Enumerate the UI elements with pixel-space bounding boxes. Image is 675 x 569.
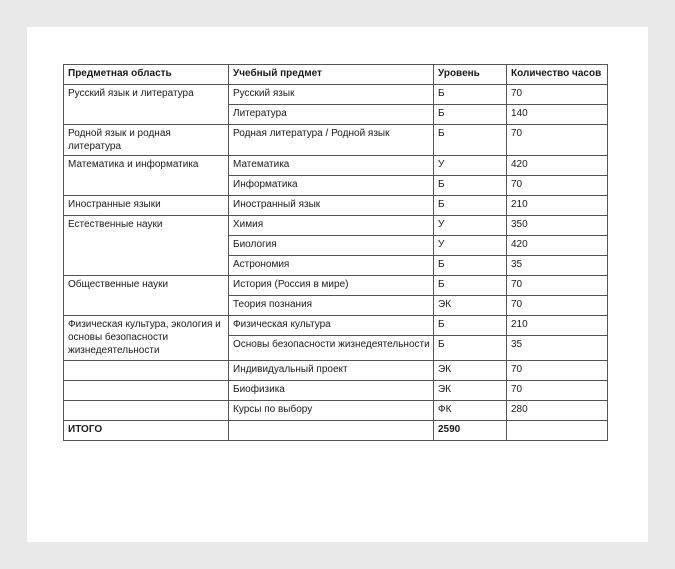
- subject-cell: Основы безопасности жизнедеятельности: [229, 336, 434, 361]
- hours-cell: 35: [507, 256, 608, 276]
- subject-area-cell: Естественные науки: [64, 216, 229, 276]
- table-row: [64, 361, 608, 381]
- level-cell: У: [434, 216, 507, 236]
- table-row: [64, 381, 608, 401]
- subject-cell: Курсы по выбору: [229, 401, 434, 421]
- hours-cell: 70: [507, 361, 608, 381]
- subject-cell: Русский язык: [229, 85, 434, 105]
- document-page: [27, 27, 648, 542]
- level-cell: Б: [434, 336, 507, 361]
- subject-cell: Химия: [229, 216, 434, 236]
- table-row: [64, 125, 608, 156]
- level-cell: Б: [434, 105, 507, 125]
- subject-area-cell: Русский язык и литература: [64, 85, 229, 125]
- level-cell: Б: [434, 316, 507, 336]
- hours-cell: 280: [507, 401, 608, 421]
- subject-cell: Иностранный язык: [229, 196, 434, 216]
- header-level: Уровень: [434, 65, 507, 85]
- subject-area-cell: Физическая культура, экология и основы безопасности жизнедеятельности: [64, 316, 229, 361]
- subject-cell: История (Россия в мире): [229, 276, 434, 296]
- subject-area-cell: Иностранные языки: [64, 196, 229, 216]
- table-body: [64, 85, 608, 441]
- table-row: [64, 196, 608, 216]
- subject-cell: Информатика: [229, 176, 434, 196]
- level-cell: У: [434, 156, 507, 176]
- table-row: [64, 276, 608, 296]
- subject-cell: Математика: [229, 156, 434, 176]
- subject-area-cell: Родной язык и родная литература: [64, 125, 229, 156]
- header-hours: Количество часов: [507, 65, 608, 85]
- total-row: [64, 421, 608, 441]
- subject-cell: Теория познания: [229, 296, 434, 316]
- hours-cell: 70: [507, 85, 608, 105]
- subject-area-cell: [64, 381, 229, 401]
- level-cell: У: [434, 236, 507, 256]
- subject-cell: Астрономия: [229, 256, 434, 276]
- level-cell: ФК: [434, 401, 507, 421]
- subject-cell: Физическая культура: [229, 316, 434, 336]
- hours-cell: 350: [507, 216, 608, 236]
- subject-area-cell: [64, 401, 229, 421]
- subject-area-cell: Общественные науки: [64, 276, 229, 316]
- level-cell: Б: [434, 276, 507, 296]
- level-cell: ЭК: [434, 296, 507, 316]
- subject-cell: Биофизика: [229, 381, 434, 401]
- subject-area-cell: Математика и информатика: [64, 156, 229, 196]
- subject-area-cell: [64, 361, 229, 381]
- total-subject-cell: [229, 421, 434, 441]
- total-hours-cell: [507, 421, 608, 441]
- hours-cell: 70: [507, 381, 608, 401]
- hours-cell: 70: [507, 176, 608, 196]
- level-cell: Б: [434, 196, 507, 216]
- header-subject: Учебный предмет: [229, 65, 434, 85]
- table-row: [64, 316, 608, 336]
- total-label: ИТОГО: [64, 421, 229, 441]
- table-header-row: [64, 65, 608, 85]
- hours-cell: 420: [507, 236, 608, 256]
- hours-cell: 70: [507, 276, 608, 296]
- hours-cell: 210: [507, 316, 608, 336]
- subject-cell: Индивидуальный проект: [229, 361, 434, 381]
- level-cell: Б: [434, 125, 507, 156]
- subject-cell: Родная литература / Родной язык: [229, 125, 434, 156]
- level-cell: ЭК: [434, 361, 507, 381]
- header-subject-area: Предметная область: [64, 65, 229, 85]
- level-cell: Б: [434, 176, 507, 196]
- level-cell: Б: [434, 85, 507, 105]
- table-row: [64, 156, 608, 176]
- hours-cell: 70: [507, 296, 608, 316]
- subject-cell: Литература: [229, 105, 434, 125]
- table-row: [64, 401, 608, 421]
- hours-cell: 210: [507, 196, 608, 216]
- hours-cell: 35: [507, 336, 608, 361]
- table-row: [64, 216, 608, 236]
- level-cell: Б: [434, 256, 507, 276]
- hours-cell: 70: [507, 125, 608, 156]
- hours-cell: 420: [507, 156, 608, 176]
- curriculum-table: [63, 64, 608, 441]
- table-row: [64, 85, 608, 105]
- hours-cell: 140: [507, 105, 608, 125]
- total-value: 2590: [434, 421, 507, 441]
- subject-cell: Биология: [229, 236, 434, 256]
- level-cell: ЭК: [434, 381, 507, 401]
